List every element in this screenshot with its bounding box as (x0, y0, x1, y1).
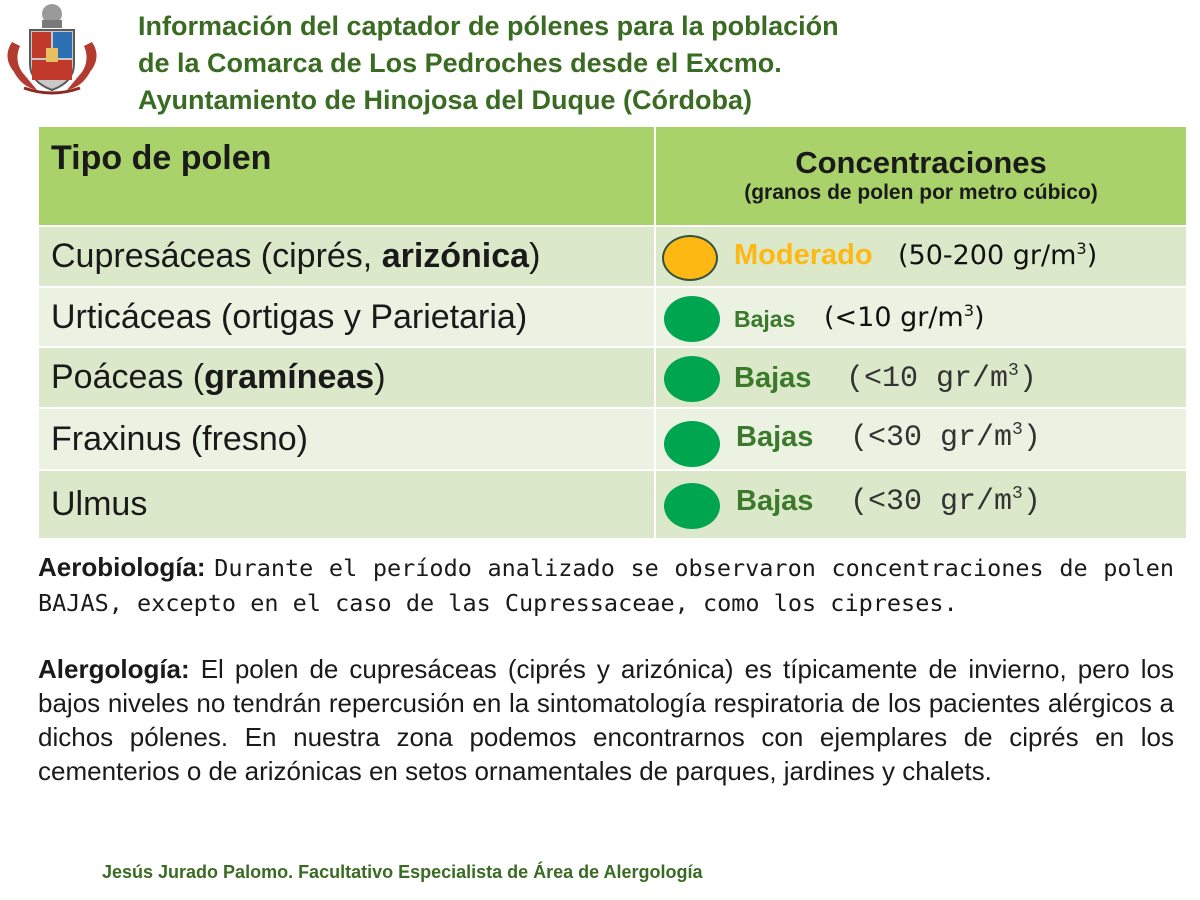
page-title (138, 8, 1138, 119)
title-line-2: de la Comarca de Los Pedroches desde el Excmo. (138, 48, 782, 78)
table-row (38, 470, 1187, 539)
title-line-3: Ayuntamiento de Hinojosa del Duque (Córdoba) (138, 85, 753, 115)
title-line-1: Información del captador de pólenes para la población (138, 11, 839, 41)
level-label: Moderado (734, 239, 873, 271)
pollen-name: Fraxinus (fresno) (38, 408, 655, 470)
range-label: (<30 $gr/m^3$) (850, 484, 1041, 519)
pollen-name: Urticáceas (ortigas y Parietaria) (38, 287, 655, 347)
allergology-paragraph (38, 652, 1174, 788)
header-concentrations-unit: (granos de polen por metro cúbico) (744, 181, 1098, 204)
low-indicator-icon (664, 421, 720, 467)
author-footer: Jesús Jurado Palomo. Facultativo Especialista de Área de Alergología (102, 862, 703, 882)
level-label: Bajas (736, 485, 814, 517)
aerobiology-text: Durante el período analizado se observaron concentraciones de polen BAJAS, excepto en el caso de las Cupressaceae, como los cipreses. (38, 554, 1174, 617)
range-label: (50-200 $gr/m^3$) (898, 239, 1098, 271)
table-row (38, 287, 1187, 347)
concentration-cell (655, 470, 1187, 539)
pollen-name: Ulmus (38, 470, 655, 539)
concentration-cell (655, 287, 1187, 347)
level-label: Bajas (734, 306, 796, 332)
coat-of-arms-icon (2, 2, 102, 98)
table-row (38, 226, 1187, 287)
pollen-table (37, 125, 1188, 540)
low-indicator-icon (664, 296, 720, 342)
low-indicator-icon (664, 356, 720, 402)
header-concentrations (655, 126, 1187, 226)
header-pollen-type: Tipo de polen (38, 126, 655, 226)
range-label: (<10 $gr/m^3$) (846, 361, 1037, 396)
table-row (38, 347, 1187, 408)
concentration-cell (655, 408, 1187, 470)
table-header-row (38, 126, 1187, 226)
aerobiology-label: Aerobiología: (38, 552, 206, 582)
moderate-indicator-icon (662, 235, 718, 281)
low-indicator-icon (664, 483, 720, 529)
level-label: Bajas (736, 421, 814, 453)
level-label: Bajas (734, 362, 812, 394)
allergology-label: Alergología: (38, 654, 190, 684)
concentration-cell (655, 226, 1187, 287)
range-label: (<30 $gr/m^3$) (850, 420, 1041, 455)
allergology-text: El polen de cupresáceas (ciprés y arizónica) es típicamente de invierno, pero los bajos niveles no tendrán repercusión en la sintomatología respiratoria de los pacientes alérgicos a dichos pólenes. En nuestra zona podemos encontrarnos con ejemplares de ciprés en los cementerios o de arizónicas en setos ornamentales de parques, jardines y chalets. (38, 654, 1174, 786)
pollen-name: Cupresáceas (ciprés, arizónica) (38, 226, 655, 287)
pollen-name: Poáceas (gramíneas) (38, 347, 655, 408)
range-label: (<10 $gr/m^3$) (824, 301, 985, 333)
header-concentrations-title: Concentraciones (795, 145, 1047, 180)
concentration-cell (655, 347, 1187, 408)
aerobiology-paragraph (38, 550, 1174, 620)
table-row (38, 408, 1187, 470)
